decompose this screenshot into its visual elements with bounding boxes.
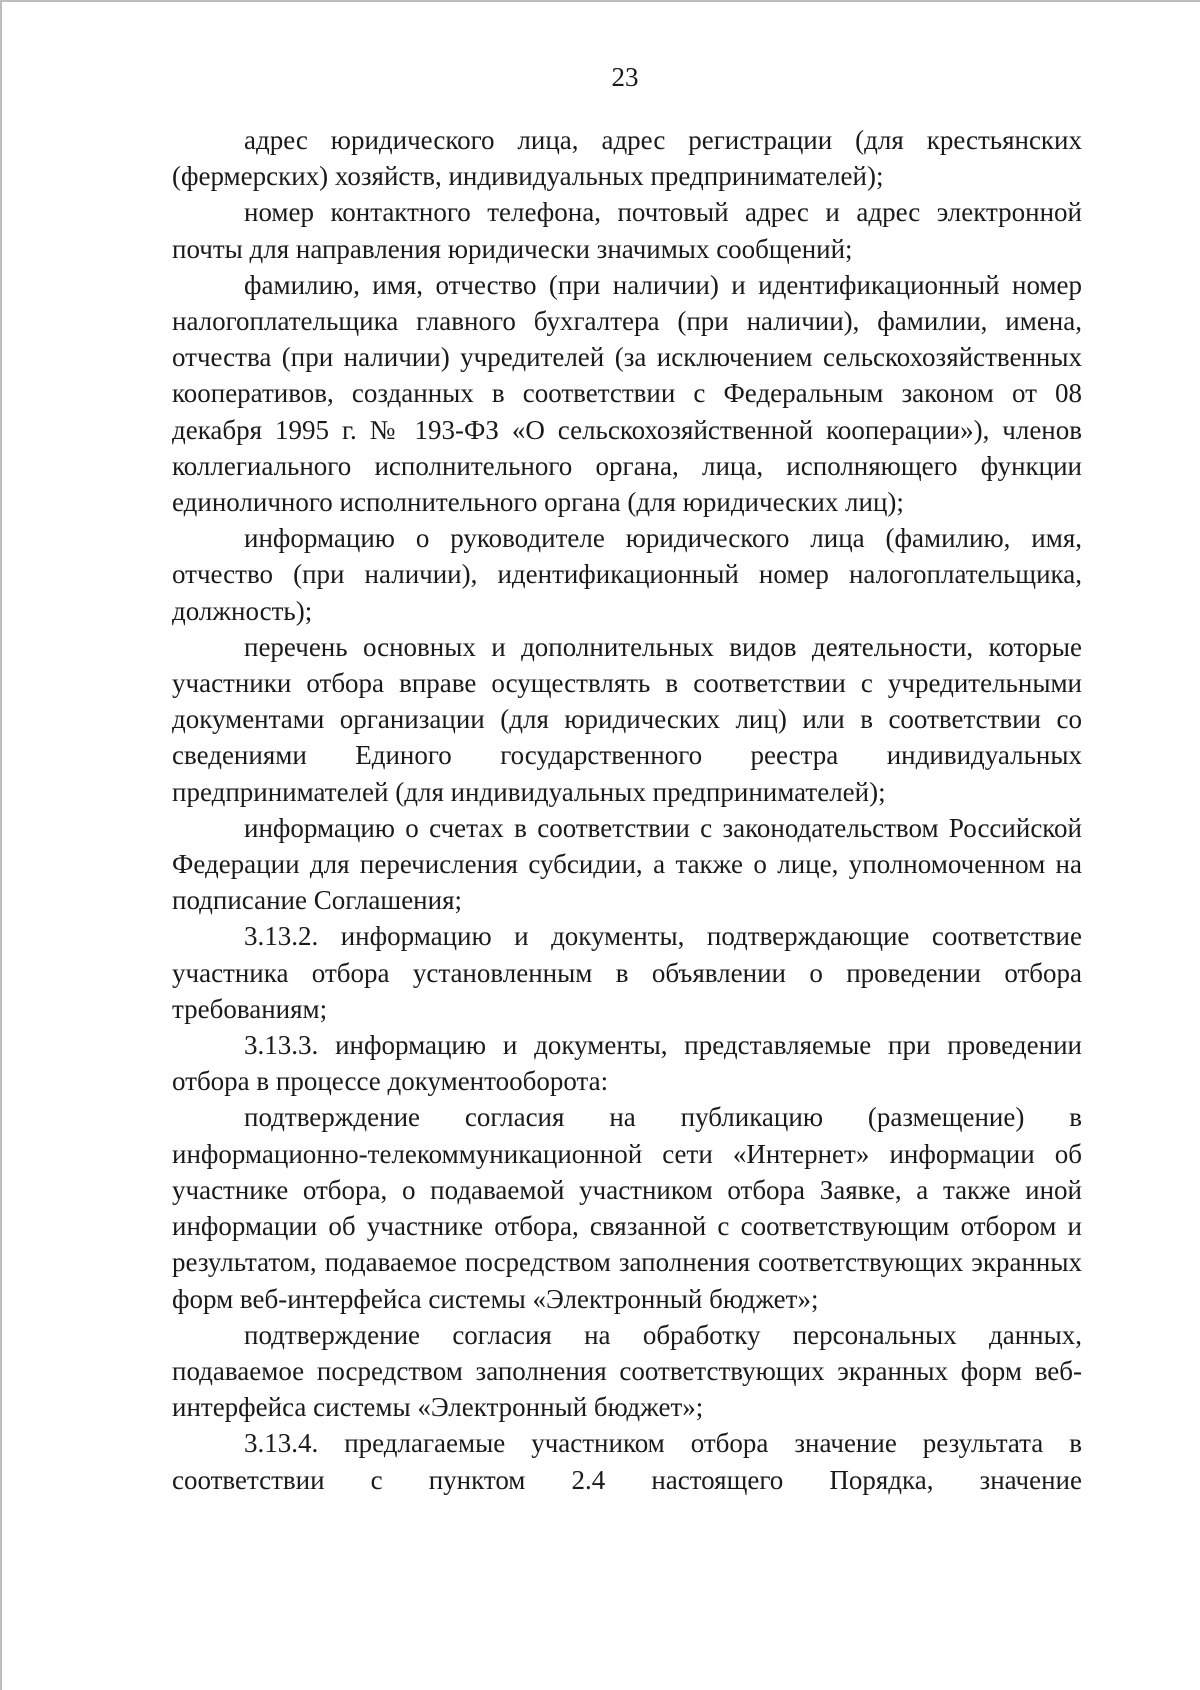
document-body [172,122,1082,1498]
paragraph-accounts-info: информацию о счетах в соответствии с законодательством Российской Федерации для перечисления субсидии, а также о лице, уполномоченном на подписание Соглашения; [172,812,1082,916]
page-number: 23 [611,62,639,92]
paragraph-3-13-2: 3.13.2. информацию и документы, подтверждающие соответствие участника отбора установленным в объявлении о проведении отбора требованиям; [172,921,1082,1024]
paragraph-3-13-3: 3.13.3. информацию и документы, представляемые при проведении отбора в процессе документооборота: [172,1030,1082,1097]
paragraph-3-13-4: 3.13.4. предлагаемые участником отбора значение результата в соответствии с пунктом 2.4 настоящего Порядка, значение [172,1428,1082,1495]
paragraph-personal-data-consent: подтверждение согласия на обработку персональных данных, подаваемое посредством заполнения соответствующих экранных форм веб-интерфейса системы «Электронный бюджет»; [172,1319,1082,1423]
paragraph-activities-list: перечень основных и дополнительных видов деятельности, которые участники отбора вправе осуществлять в соответствии с учредительными документами организации (для юридических лиц) или в соответствии со сведениями Единого государственного реестра индивидуальных предпринимателей (для индивидуальных предпринимателей); [172,631,1082,807]
paragraph-contact-info: номер контактного телефона, почтовый адрес и адрес электронной почты для направления юридически значимых сообщений; [172,197,1082,264]
paragraph-names-inn: фамилию, имя, отчество (при наличии) и идентификационный номер налогоплательщика главного бухгалтера (при наличии), фамилии, имена, отчества (при наличии) учредителей (за исключением сельскохозяйственных кооперативов, созданных в соответствии с Федеральным законом от 08 декабря 1995 г. № 193-ФЗ «О сельскохозяйственной кооперации»), членов коллегиального исполнительного органа, лица, исполняющего функции единоличного исполнительного органа (для юридических лиц); [172,269,1082,518]
paragraph-publication-consent: подтверждение согласия на публикацию (размещение) в информационно-телекоммуникационной сети «Интернет» информации об участнике отбора, о подаваемой участником отбора Заявке, а также иной информации об участнике отбора, связанной с соответствующим отбором и результатом, подаваемое посредством заполнения соответствующих экранных форм веб-интерфейса системы «Электронный бюджет»; [172,1102,1082,1314]
paragraph-legal-address: адрес юридического лица, адрес регистрации (для крестьянских (фермерских) хозяйств, индивидуальных предпринимателей); [172,125,1082,192]
paragraph-director-info: информацию о руководителе юридического лица (фамилию, имя, отчество (при наличии), идентификационный номер налогоплательщика, должность); [172,523,1082,626]
